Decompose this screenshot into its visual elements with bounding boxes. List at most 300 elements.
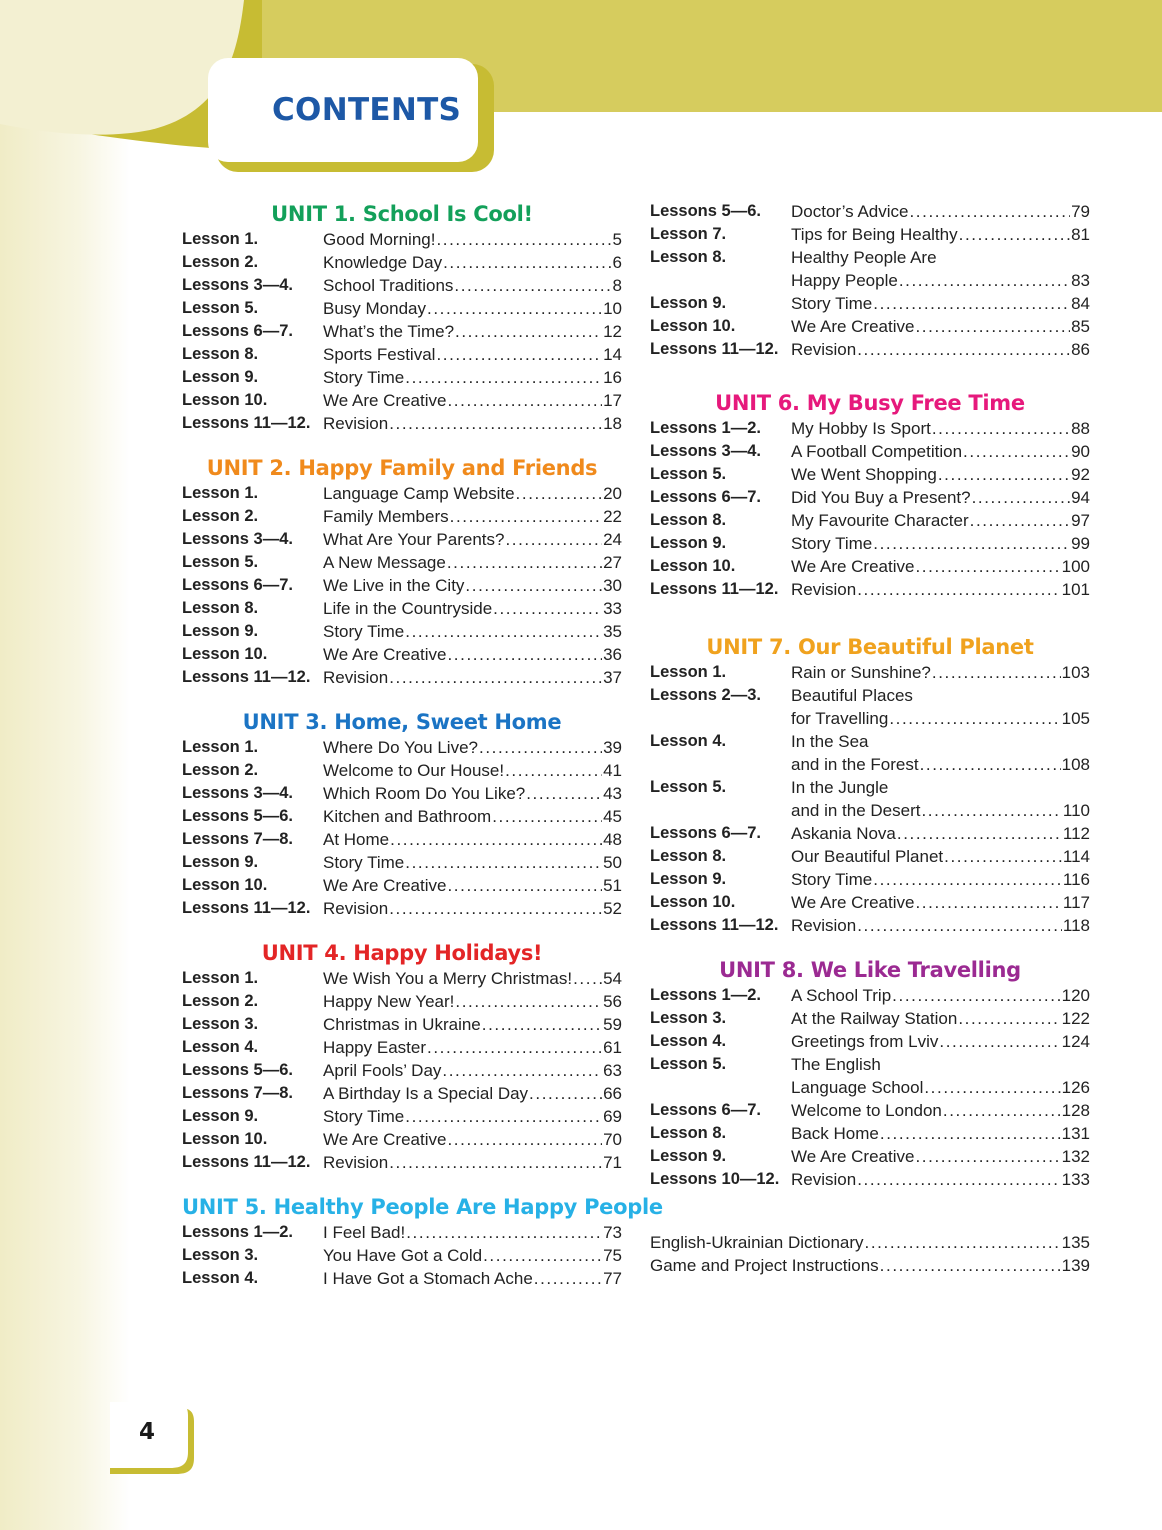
toc-row xyxy=(182,551,622,574)
lesson-title-line xyxy=(323,343,622,366)
lesson-title-line xyxy=(323,990,622,1013)
page-ref: 126 xyxy=(1061,1078,1090,1097)
lesson-label xyxy=(650,753,791,776)
dot-leader xyxy=(405,620,602,643)
lesson-title: Tips for Being Healthy xyxy=(791,225,958,244)
toc-row xyxy=(650,1076,1090,1099)
lesson-label: Lesson 4. xyxy=(650,1032,727,1050)
spacer xyxy=(650,1191,1090,1231)
dot-leader xyxy=(857,338,1070,361)
lesson-title: We Are Creative xyxy=(323,645,447,664)
lesson-title-line xyxy=(791,440,1090,463)
lesson-label: Lessons 1—2. xyxy=(182,1223,293,1241)
page-ref: 85 xyxy=(1071,317,1090,336)
page-ref: 8 xyxy=(612,276,622,295)
lesson-label: Lessons 11—12. xyxy=(650,580,779,598)
lesson-title-line xyxy=(791,730,1090,753)
toc-row xyxy=(182,759,622,782)
lesson-label: Lesson 9. xyxy=(650,294,727,312)
dot-leader xyxy=(442,1059,602,1082)
page-ref: 39 xyxy=(603,738,622,757)
lesson-title: We Are Creative xyxy=(323,391,447,410)
dot-leader xyxy=(873,868,1062,891)
toc-row xyxy=(650,200,1090,223)
lesson-label: Lessons 7—8. xyxy=(182,830,293,848)
toc-row xyxy=(182,1128,622,1151)
page-ref: 70 xyxy=(603,1130,622,1149)
lesson-title-line xyxy=(323,782,622,805)
toc-row xyxy=(182,366,622,389)
lesson-title: In the Sea xyxy=(791,732,869,751)
lesson-title-line xyxy=(323,1151,622,1174)
page-ref: 54 xyxy=(603,969,622,988)
page-ref: 90 xyxy=(1071,442,1090,461)
lesson-title-line xyxy=(791,463,1090,486)
lesson-title: Our Beautiful Planet xyxy=(791,847,944,866)
page-ref: 79 xyxy=(1071,202,1090,221)
lesson-label: Lesson 2. xyxy=(182,507,259,525)
page-ref: 16 xyxy=(603,368,622,387)
lesson-title: Kitchen and Bathroom xyxy=(323,807,492,826)
page-ref: 94 xyxy=(1071,488,1090,507)
page-ref: 120 xyxy=(1061,986,1090,1005)
spacer xyxy=(182,1174,622,1193)
lesson-title: Good Morning! xyxy=(323,230,436,249)
dot-leader xyxy=(899,269,1070,292)
lesson-title-line xyxy=(323,574,622,597)
lesson-label: Lesson 1. xyxy=(182,969,259,987)
toc-row xyxy=(182,1013,622,1036)
lesson-title-line xyxy=(791,984,1090,1007)
page-ref: 118 xyxy=(1062,916,1090,935)
dot-leader xyxy=(880,1122,1061,1145)
lesson-label: Lesson 7. xyxy=(650,225,727,243)
toc-row xyxy=(182,228,622,251)
page-ref: 20 xyxy=(603,484,622,503)
dot-leader xyxy=(857,914,1062,937)
lesson-label: Lesson 5. xyxy=(182,299,259,317)
dot-leader xyxy=(892,984,1060,1007)
lesson-label: Lesson 2. xyxy=(182,992,259,1010)
toc-row xyxy=(182,782,622,805)
page-ref: 88 xyxy=(1071,419,1090,438)
lesson-title: April Fools’ Day xyxy=(323,1061,442,1080)
toc-row xyxy=(650,914,1090,937)
lesson-title: Happy New Year! xyxy=(323,992,455,1011)
lesson-title: We Are Creative xyxy=(791,317,915,336)
dot-leader xyxy=(436,228,611,251)
dot-leader xyxy=(959,223,1070,246)
lesson-title-line xyxy=(323,366,622,389)
lesson-title: At the Railway Station xyxy=(791,1009,958,1028)
page-ref: 45 xyxy=(603,807,622,826)
dot-leader xyxy=(455,990,602,1013)
lesson-title: Knowledge Day xyxy=(323,253,443,272)
spacer xyxy=(650,361,1090,389)
page-ref: 124 xyxy=(1061,1032,1090,1051)
lesson-title: I Feel Bad! xyxy=(323,1223,406,1242)
dot-leader xyxy=(963,440,1070,463)
dot-leader xyxy=(389,666,602,689)
lesson-title-line xyxy=(323,967,622,990)
lesson-title-line xyxy=(323,1267,622,1290)
lesson-title-line xyxy=(791,891,1090,914)
lesson-title: Which Room Do You Like? xyxy=(323,784,526,803)
toc-row xyxy=(650,292,1090,315)
dot-leader xyxy=(482,1013,602,1036)
toc-row xyxy=(182,805,622,828)
lesson-title-line xyxy=(791,509,1090,532)
lesson-label: Lesson 5. xyxy=(650,1055,727,1073)
lesson-title: Game and Project Instructions xyxy=(650,1256,879,1275)
lesson-title: Revision xyxy=(791,1170,857,1189)
lesson-title: Back Home xyxy=(791,1124,879,1143)
lesson-label: Lessons 10—12. xyxy=(650,1170,780,1188)
lesson-label: Lessons 3—4. xyxy=(182,784,293,802)
lesson-title: What Are Your Parents? xyxy=(323,530,505,549)
lesson-title: Did You Buy a Present? xyxy=(791,488,971,507)
toc-row xyxy=(182,1151,622,1174)
dot-leader xyxy=(447,874,602,897)
lesson-title-line xyxy=(791,223,1090,246)
lesson-title: Welcome to Our House! xyxy=(323,761,505,780)
lesson-label: Lesson 8. xyxy=(650,248,727,266)
lesson-label: Lesson 4. xyxy=(182,1038,259,1056)
spacer xyxy=(650,937,1090,956)
dot-leader xyxy=(505,528,602,551)
toc-row xyxy=(182,620,622,643)
toc-row xyxy=(182,967,622,990)
lesson-title: We Went Shopping xyxy=(791,465,937,484)
lesson-label: Lesson 10. xyxy=(182,645,268,663)
lesson-title-line xyxy=(323,1059,622,1082)
lesson-title-line xyxy=(791,914,1090,937)
dot-leader xyxy=(389,412,602,435)
page-ref: 122 xyxy=(1061,1009,1090,1028)
dot-leader xyxy=(972,486,1071,509)
toc-row xyxy=(650,440,1090,463)
lesson-label: Lessons 11—12. xyxy=(182,1153,311,1171)
toc-row xyxy=(182,1036,622,1059)
page-ref: 50 xyxy=(603,853,622,872)
lesson-label: Lesson 1. xyxy=(182,738,259,756)
page-ref: 139 xyxy=(1061,1256,1090,1275)
dot-leader xyxy=(505,759,602,782)
lesson-title: A New Message xyxy=(323,553,446,572)
toc-column-left xyxy=(182,200,663,1290)
toc-row xyxy=(182,1059,622,1082)
lesson-title-line xyxy=(791,417,1090,440)
lesson-label: Lesson 8. xyxy=(182,599,259,617)
dot-leader xyxy=(865,1231,1061,1254)
lesson-title-line xyxy=(323,828,622,851)
lesson-title-line xyxy=(323,251,622,274)
page-ref: 37 xyxy=(603,668,622,687)
page-ref: 35 xyxy=(603,622,622,641)
lesson-label: Lessons 1—2. xyxy=(650,419,761,437)
lesson-title: Language Camp Website xyxy=(323,484,515,503)
lesson-title-line xyxy=(791,1122,1090,1145)
spacer xyxy=(650,601,1090,633)
lesson-label: Lesson 8. xyxy=(650,511,727,529)
lesson-label: Lessons 5—6. xyxy=(182,807,293,825)
lesson-title: At Home xyxy=(323,830,390,849)
lesson-label: Lesson 9. xyxy=(650,534,727,552)
dot-leader xyxy=(915,1145,1060,1168)
lesson-title-line xyxy=(791,753,1090,776)
lesson-title-line xyxy=(791,246,1090,269)
lesson-title-line xyxy=(323,620,622,643)
lesson-label: Lesson 9. xyxy=(182,368,259,386)
lesson-title-line xyxy=(791,707,1090,730)
lesson-label: Lesson 10. xyxy=(650,557,736,575)
toc-row xyxy=(182,482,622,505)
page-ref: 114 xyxy=(1062,847,1090,866)
page-ref: 5 xyxy=(612,230,622,249)
dot-leader xyxy=(889,707,1060,730)
toc-row xyxy=(650,799,1090,822)
toc-row xyxy=(650,845,1090,868)
dot-leader xyxy=(970,509,1070,532)
lesson-label: Lesson 2. xyxy=(182,253,259,271)
lesson-title-line xyxy=(323,1082,622,1105)
dot-leader xyxy=(447,643,602,666)
page-ref: 128 xyxy=(1061,1101,1090,1120)
page-ref: 61 xyxy=(603,1038,622,1057)
lesson-title: You Have Got a Cold xyxy=(323,1246,483,1265)
lesson-title-line xyxy=(791,1007,1090,1030)
dot-leader xyxy=(483,1244,602,1267)
lesson-title: Revision xyxy=(323,414,389,433)
toc-row xyxy=(182,1221,622,1244)
lesson-title: Busy Monday xyxy=(323,299,426,318)
dot-leader xyxy=(479,736,602,759)
dot-leader xyxy=(915,555,1060,578)
toc-row xyxy=(182,897,622,920)
appendix-row xyxy=(650,1231,1090,1254)
lesson-title-line xyxy=(791,868,1090,891)
page-ref: 86 xyxy=(1071,340,1090,359)
toc-row xyxy=(650,463,1090,486)
toc-row xyxy=(650,822,1090,845)
lesson-label: Lesson 1. xyxy=(182,484,259,502)
page-number: 4 xyxy=(139,1419,156,1445)
dot-leader xyxy=(873,292,1070,315)
lesson-title: The English xyxy=(791,1055,881,1074)
lesson-title-line xyxy=(323,1128,622,1151)
lesson-label: Lessons 3—4. xyxy=(650,442,761,460)
lesson-title: We Are Creative xyxy=(791,1147,915,1166)
dot-leader xyxy=(873,532,1070,555)
toc-row xyxy=(650,661,1090,684)
lesson-label: Lesson 5. xyxy=(182,553,259,571)
page-ref: 27 xyxy=(603,553,622,572)
dot-leader xyxy=(944,845,1062,868)
lesson-title-line xyxy=(650,1231,1090,1254)
toc-row xyxy=(650,486,1090,509)
toc-row xyxy=(650,246,1090,269)
lesson-title: Story Time xyxy=(323,1107,405,1126)
page-ref: 83 xyxy=(1071,271,1090,290)
lesson-label: Lessons 6—7. xyxy=(182,576,293,594)
dot-leader xyxy=(932,417,1070,440)
lesson-title: We Are Creative xyxy=(791,557,915,576)
toc-row xyxy=(182,389,622,412)
lesson-label: Lesson 5. xyxy=(650,778,727,796)
toc-row xyxy=(650,1053,1090,1076)
lesson-title: for Travelling xyxy=(791,709,889,728)
lesson-title-line xyxy=(791,776,1090,799)
lesson-label: Lesson 1. xyxy=(182,230,259,248)
page-ref: 81 xyxy=(1071,225,1090,244)
lesson-label: Lesson 5. xyxy=(650,465,727,483)
lesson-title: Revision xyxy=(323,899,389,918)
appendix-row xyxy=(650,1254,1090,1277)
dot-leader xyxy=(405,366,602,389)
dot-leader xyxy=(921,799,1061,822)
lesson-label: Lesson 3. xyxy=(182,1246,259,1264)
lesson-label: Lessons 5—6. xyxy=(182,1061,293,1079)
lesson-title-line xyxy=(791,845,1090,868)
dot-leader xyxy=(405,1105,602,1128)
lesson-label: Lesson 10. xyxy=(650,317,736,335)
page-ref: 51 xyxy=(603,876,622,895)
toc-row xyxy=(650,868,1090,891)
lesson-title-line xyxy=(323,228,622,251)
dot-leader xyxy=(427,1036,602,1059)
toc-row xyxy=(182,851,622,874)
lesson-title: Language School xyxy=(791,1078,924,1097)
page-ref: 133 xyxy=(1061,1170,1090,1189)
dot-leader xyxy=(447,1128,602,1151)
lesson-title-line xyxy=(791,292,1090,315)
toc-column-right xyxy=(650,200,1090,1277)
unit-heading: UNIT 6. My Busy Free Time xyxy=(715,391,1025,415)
lesson-label: Lessons 11—12. xyxy=(182,414,311,432)
lesson-title: Story Time xyxy=(791,534,873,553)
page-ref: 110 xyxy=(1062,801,1090,820)
lesson-title: What’s the Time? xyxy=(323,322,455,341)
dot-leader xyxy=(447,389,602,412)
dot-leader xyxy=(389,897,602,920)
lesson-label: Lesson 10. xyxy=(650,893,736,911)
page-ref: 56 xyxy=(603,992,622,1011)
dot-leader xyxy=(573,967,602,990)
lesson-title-line xyxy=(323,482,622,505)
lesson-title-line xyxy=(791,1145,1090,1168)
lesson-title-line xyxy=(791,578,1090,601)
lesson-title-line xyxy=(323,551,622,574)
toc-row xyxy=(650,555,1090,578)
toc-row xyxy=(650,776,1090,799)
dot-leader xyxy=(447,551,602,574)
dot-leader xyxy=(493,597,602,620)
unit-heading: UNIT 3. Home, Sweet Home xyxy=(242,710,562,734)
lesson-title-line xyxy=(323,643,622,666)
lesson-title-line xyxy=(323,297,622,320)
page-ref: 75 xyxy=(603,1246,622,1265)
dot-leader xyxy=(465,574,602,597)
lesson-title: Story Time xyxy=(323,622,405,641)
lesson-title-line xyxy=(791,661,1090,684)
toc-row xyxy=(182,412,622,435)
lesson-title-line xyxy=(791,338,1090,361)
page-ref: 97 xyxy=(1071,511,1090,530)
toc-row xyxy=(182,274,622,297)
toc-row xyxy=(650,1122,1090,1145)
lesson-label: Lesson 9. xyxy=(182,622,259,640)
toc-row xyxy=(650,730,1090,753)
page-ref: 17 xyxy=(603,391,622,410)
lesson-label xyxy=(650,707,791,730)
spacer xyxy=(182,435,622,454)
lesson-title-line xyxy=(650,1254,1090,1277)
lesson-title: Welcome to London xyxy=(791,1101,942,1120)
lesson-title-line xyxy=(323,1244,622,1267)
dot-leader xyxy=(915,315,1070,338)
toc-row xyxy=(650,1007,1090,1030)
dot-leader xyxy=(390,828,602,851)
page-ref: 103 xyxy=(1061,663,1090,682)
toc-row xyxy=(182,597,622,620)
page-ref: 14 xyxy=(603,345,622,364)
toc-row xyxy=(650,707,1090,730)
toc-row xyxy=(182,528,622,551)
lesson-label: Lesson 9. xyxy=(650,870,727,888)
dot-leader xyxy=(529,1082,602,1105)
toc-row xyxy=(650,417,1090,440)
dot-leader xyxy=(443,251,611,274)
lesson-title: Life in the Countryside xyxy=(323,599,493,618)
page-ref: 108 xyxy=(1061,755,1090,774)
lesson-title: Story Time xyxy=(323,853,405,872)
toc-row xyxy=(182,343,622,366)
dot-leader xyxy=(534,1267,602,1290)
lesson-label: Lessons 7—8. xyxy=(182,1084,293,1102)
lesson-title-line xyxy=(791,1168,1090,1191)
dot-leader xyxy=(454,274,611,297)
page-ref: 63 xyxy=(603,1061,622,1080)
lesson-title-line xyxy=(791,1030,1090,1053)
lesson-label: Lesson 3. xyxy=(650,1009,727,1027)
dot-leader xyxy=(450,505,602,528)
lesson-title: Revision xyxy=(791,340,857,359)
toc-row xyxy=(650,338,1090,361)
page-ref: 22 xyxy=(603,507,622,526)
lesson-label: Lesson 8. xyxy=(182,345,259,363)
left-margin-tint xyxy=(0,0,130,1530)
toc-row xyxy=(650,509,1090,532)
spacer xyxy=(182,920,622,939)
toc-row xyxy=(182,1082,622,1105)
lesson-title-line xyxy=(791,1099,1090,1122)
dot-leader xyxy=(909,200,1070,223)
lesson-title: Christmas in Ukraine xyxy=(323,1015,481,1034)
lesson-label: Lessons 6—7. xyxy=(650,488,761,506)
page-ref: 131 xyxy=(1061,1124,1090,1143)
lesson-label: Lesson 9. xyxy=(182,853,259,871)
dot-leader xyxy=(405,851,602,874)
lesson-title-line xyxy=(323,1013,622,1036)
page-ref: 59 xyxy=(603,1015,622,1034)
lesson-title: A School Trip xyxy=(791,986,892,1005)
page-ref: 105 xyxy=(1061,709,1090,728)
page-ref: 36 xyxy=(603,645,622,664)
lesson-title-line xyxy=(791,269,1090,292)
lesson-title-line xyxy=(791,200,1090,223)
lesson-label: Lesson 10. xyxy=(182,876,268,894)
page-ref: 117 xyxy=(1062,893,1090,912)
